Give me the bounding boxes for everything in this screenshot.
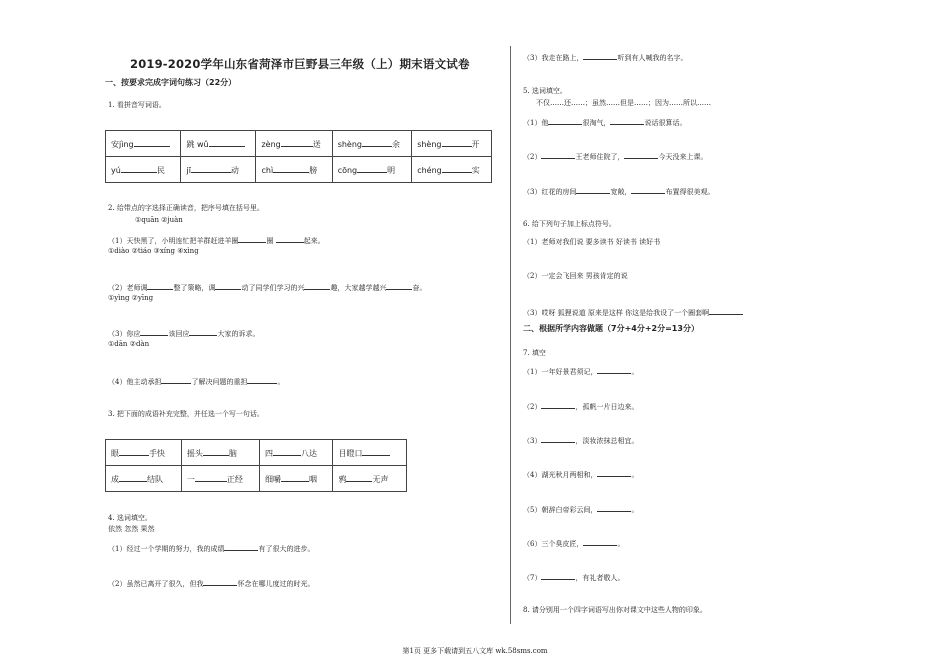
page-title: 2019-2020学年山东省菏泽市巨野县三年级（上）期末语文试卷 xyxy=(130,57,470,71)
q6-label: 6. 给下列句子加上标点符号。 xyxy=(523,220,616,228)
q1-pinyin-table xyxy=(105,130,492,183)
q3-cell: 眼 手快 xyxy=(106,440,182,466)
q7-line-1: （1）一年好景君须记， 。 xyxy=(523,365,638,377)
section-1-heading: 一、按要求完成字词句练习（22分） xyxy=(105,78,237,87)
q1-cell: chì 膀 xyxy=(256,157,332,183)
q3-cell: 细嚼 咽 xyxy=(259,466,333,492)
q1-cell: chéng 实 xyxy=(412,157,492,183)
q6-sentence-2: （2）一定会飞回来 男孩肯定的说 xyxy=(523,272,628,280)
q3-label: 3. 把下面的成语补充完整，并任选一个写一句话。 xyxy=(108,410,264,418)
q3-cell: 一 正经 xyxy=(181,466,259,492)
column-divider xyxy=(510,46,511,624)
table-row xyxy=(106,131,492,157)
q3-cell: 目瞪口 xyxy=(333,440,407,466)
q5-sentence-1: （1）他 很淘气， 说话很算话。 xyxy=(523,116,686,128)
q2-sentence-3: （3）你应 该回应 大家的诉求。 xyxy=(108,327,259,339)
q1-label: 1. 看拼音写词语。 xyxy=(108,101,166,109)
q1-cell: 跳 wǔ xyxy=(181,131,256,157)
q7-line-7: （7） ，有礼者敬人。 xyxy=(523,571,624,583)
q8-label: 8. 请分别用一个四字词语写出你对课文中这些人物的印象。 xyxy=(523,606,707,614)
q2-options-1: ①diào ②tiáo ③xíng ④xìng xyxy=(108,247,199,255)
q3-idiom-table xyxy=(105,439,407,492)
table-row xyxy=(106,466,407,492)
q3-cell: 摇头 脑 xyxy=(181,440,259,466)
q6-sentence-3: （3）哎呀 狐狸说道 原来是这样 你这是给我设了一个圈套啊 xyxy=(523,306,743,318)
page-footer: 第1页 更多下载请到五八文库 wk.58sms.com xyxy=(402,647,548,655)
table-row xyxy=(106,157,492,183)
q4-sentence-2: （2）虽然已离开了很久，但我 怀念在哪儿度过的时光。 xyxy=(108,577,314,589)
q6-sentence-1: （1）老师对我们说 要多读书 好读书 读好书 xyxy=(523,238,661,246)
q1-cell: yú 民 xyxy=(106,157,181,183)
q3-cell: 成 结队 xyxy=(106,466,182,492)
q2-sentence-2: （2）老师调 整了策略，调 动了同学们学习的兴 趣，大家越学越兴 奋。 xyxy=(108,281,426,293)
q7-line-4: （4）湖光秋月两相和， 。 xyxy=(523,468,638,480)
q5-sentence-3: （3）红花的房间 宽敞， 布置得很美观。 xyxy=(523,185,714,197)
q1-cell: shèng 余 xyxy=(332,131,412,157)
section-2-heading: 二、根据所学内容做题（7分+4分+2分=13分） xyxy=(523,324,699,333)
q4-words: 依然 忽然 果然 xyxy=(108,525,155,533)
q2-sentence-4: （4）他主动承担 了解决问题的重担 。 xyxy=(108,375,284,387)
q2-sentence-1: （1）天快黑了，小明连忙把羊群赶进羊圈 圈 起来。 xyxy=(108,234,325,246)
q2-options-3: ①dān ②dàn xyxy=(108,340,150,348)
q2-label: 2. 给带点的字选择正确读音，把序号填在括号里。 xyxy=(108,204,264,212)
q2-options-2: ①yìng ②yīng xyxy=(108,294,154,302)
table-row xyxy=(106,440,407,466)
q1-cell: jī 动 xyxy=(181,157,256,183)
q2-options-0: ①quān ②juàn xyxy=(135,216,183,224)
q1-cell: zèng 送 xyxy=(256,131,332,157)
q1-cell: shèng 开 xyxy=(412,131,492,157)
q3-cell: 鸦 无声 xyxy=(333,466,407,492)
q4-sentence-3: （3）我走在路上， 听到有人喊我的名字。 xyxy=(523,51,687,63)
q7-line-6: （6）三个臭皮匠， 。 xyxy=(523,537,624,549)
q7-line-5: （5）朝辞白帝彩云间， 。 xyxy=(523,503,638,515)
q1-cell: cōng 明 xyxy=(332,157,412,183)
q5-sentence-2: （2） 王老师住院了， 今天没来上课。 xyxy=(523,150,707,162)
q7-label: 7. 填空 xyxy=(523,349,546,357)
q4-sentence-1: （1）经过一个学期的努力，我的成绩 有了很大的进步。 xyxy=(108,542,314,554)
q7-line-3: （3） ，淡妆浓抹总相宜。 xyxy=(523,434,638,446)
q5-label: 5. 选词填空。 xyxy=(523,87,567,95)
q3-cell: 四 八达 xyxy=(259,440,333,466)
q7-line-2: （2） ，孤帆一片日边来。 xyxy=(523,400,638,412)
q5-words: 不仅……还……；虽然……但是……；因为……所以…… xyxy=(536,99,711,107)
q4-label: 4. 选词填空。 xyxy=(108,514,152,522)
q1-cell: 安jìng xyxy=(106,131,181,157)
